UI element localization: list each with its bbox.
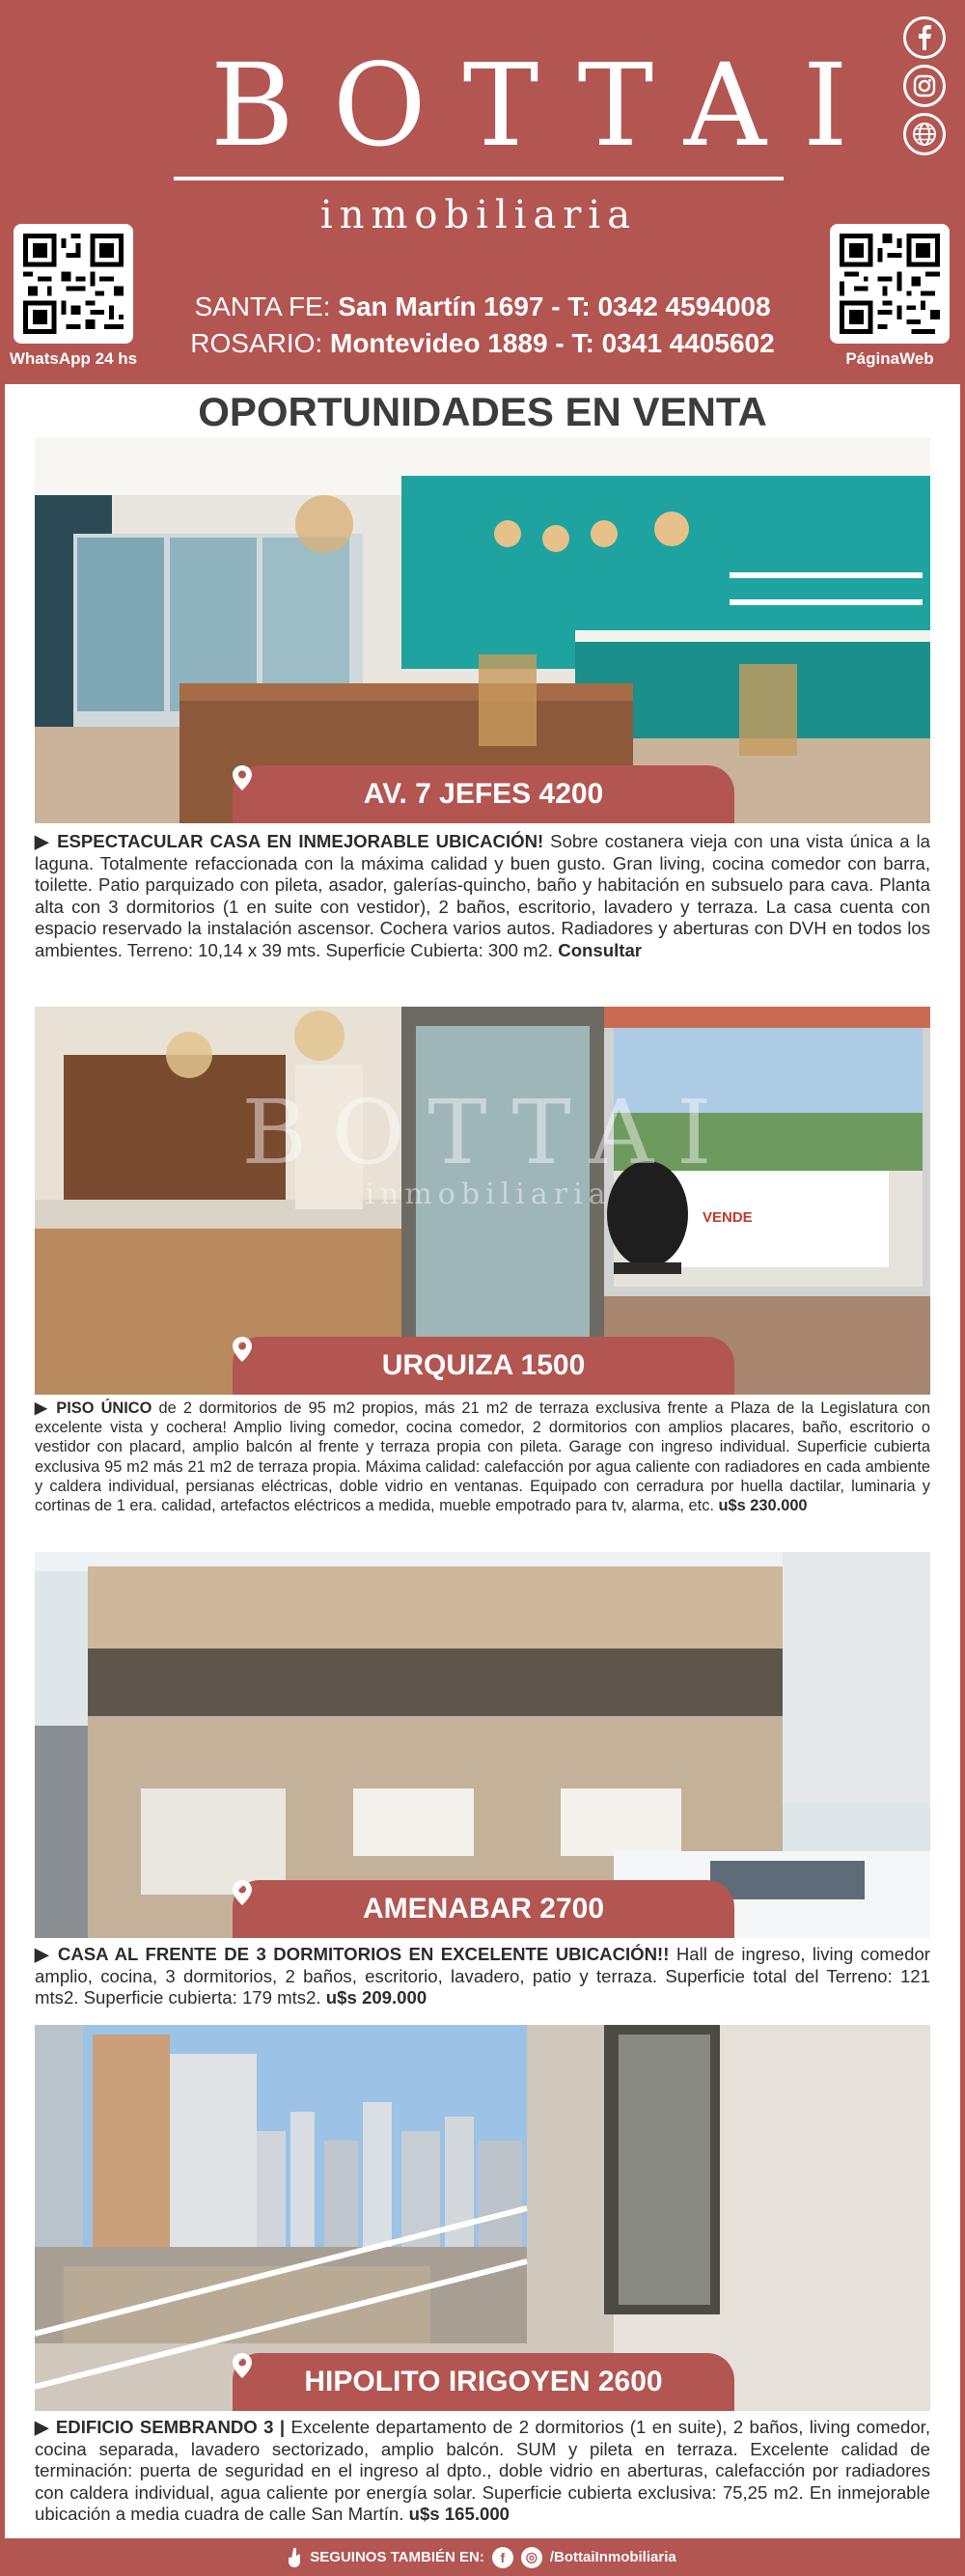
listing-photo-3	[35, 1552, 930, 1938]
brand-logo: BOTTAI	[210, 39, 885, 172]
listing-body-4: Excelente departamento de 2 dormitorios (1 en suite), 2 baños, living comedor, cocina separada, lavadero sectorizado, amplio balcón. SUM y pileta en terraza. Excelente calidad de terminación: puerta de seguridad en el ingreso al dpto., doble vidrio en aberturas, calefacción por radiadores con caldera individual, agua caliente por energía solar. Superficie cubierta exclusiva: 75,25 m2. En inmejorable ubicación a media cuadra de calle San Martín.	[35, 2417, 930, 2525]
listing-address-4	[233, 2353, 734, 2411]
location-pin-icon	[233, 1337, 252, 1362]
listing-address-text-2: URQUIZA 1500	[381, 1349, 586, 1381]
listing-description-4	[35, 2417, 930, 2526]
footer-facebook-icon[interactable]: f	[492, 2547, 513, 2568]
listing-description-2	[35, 1399, 930, 1515]
footer-label: SEGUINOS TAMBIÉN EN:	[310, 2549, 484, 2565]
listing-photo-4	[35, 2025, 930, 2411]
watermark-subtitle: inmobiliaria	[365, 1177, 612, 1211]
for-sale-sign: VENDE	[703, 1209, 753, 1226]
listing-photo-1	[35, 437, 930, 823]
listing-address-2	[233, 1337, 734, 1395]
hand-pointer-icon	[289, 2548, 302, 2567]
footer	[0, 2538, 965, 2576]
listing-lead-4: ▶ EDIFICIO SEMBRANDO 3 |	[35, 2417, 286, 2437]
listing-description-1	[35, 831, 930, 962]
rosario-address: Montevideo 1889 - T: 0341 4405602	[330, 328, 775, 358]
bottai-watermark	[237, 1081, 739, 1211]
rosario-office	[164, 328, 801, 359]
watermark-brand: BOTTAI	[241, 1081, 735, 1184]
listing-body-3: Hall de ingreso, living comedor amplio, cocina, 3 dormitorios, 2 baños, escritorio, lavadero, patio y terraza. Superficie total del Terreno: 121 mts2. Superficie cubierta: 179 mts2.	[35, 1944, 930, 2008]
santa-fe-label: SANTA FE:	[194, 291, 331, 321]
listing-address-text-1: AV. 7 JEFES 4200	[363, 778, 604, 810]
whatsapp-caption: WhatsApp 24 hs	[9, 349, 138, 368]
listing-price-4: u$s 165.000	[408, 2504, 510, 2525]
header	[0, 0, 965, 384]
rosario-label: ROSARIO:	[190, 328, 323, 358]
listing-body-2: de 2 dormitorios de 95 m2 propios, más 21 m2 de terraza exclusiva frente a Plaza de la Legislatura con excelente vista y cochera! Amplio living comedor, cocina comedor, 2 dormitorios con amplios placares, baño, escritorio o vestidor con placard, amplio balcón al frente y terraza propia con pileta. Garage con ingreso individual. Superficie cubierta exclusiva 95 m2 más 21 m2 de terraza propia. Máxima calidad: calefacción por agua caliente con radiadores en cada ambiente y caldera individual, persianas eléctricas, doble vidrio en ventanas. Equipado con cerradura por huella dactilar, luminaria y cortinas de 1 era. calidad, artefactos eléctricos a medida, mueble empotrado para tv, alarma, etc.	[35, 1399, 930, 1515]
listing-address-text-3: AMENABAR 2700	[362, 1893, 605, 1925]
brand-divider	[174, 177, 784, 180]
listing-address-1	[233, 765, 734, 823]
listing-description-3	[35, 1944, 930, 2009]
listing-price-3: u$s 209.000	[325, 1987, 427, 2008]
page-title: OPORTUNIDADES EN VENTA	[198, 389, 767, 434]
instagram-icon[interactable]	[903, 65, 946, 107]
santa-fe-address: San Martín 1697 - T: 0342 4594008	[338, 291, 771, 321]
brand-subtitle: inmobiliaria	[319, 193, 638, 237]
footer-handle[interactable]: /BottaiInmobiliaria	[549, 2549, 676, 2565]
listing-price-1: Consultar	[558, 939, 643, 960]
listing-price-2: u$s 230.000	[718, 1497, 808, 1515]
listing-lead-1: ▶ ESPECTACULAR CASA EN INMEJORABLE UBICACIÓN!	[35, 831, 544, 851]
footer-instagram-icon[interactable]: ◎	[521, 2547, 542, 2568]
website-qr-code[interactable]	[830, 224, 950, 344]
listings-panel	[5, 384, 960, 2538]
facebook-icon[interactable]	[903, 16, 946, 59]
listing-body-1: Sobre costanera vieja con una vista única a la laguna. Totalmente refaccionada con la máxima calidad y buen gusto. Gran living, cocina comedor con barra, toilette. Patio parquizado con pileta, asador, galerías-quincho, baño y habitación en subsuelo para cava. Planta alta con 3 dormitorios (1 en suite con vestidor), 2 baños, escritorio, lavadero y terraza. La casa cuenta con espacio reservado la instalación ascensor. Cochera varios autos. Radiadores y aberturas con DVH en todos los ambientes. Terreno: 10,14 x 39 mts. Superficie Cubierta: 300 m2.	[35, 831, 930, 960]
location-pin-icon	[233, 2353, 252, 2378]
listing-lead-3: ▶ CASA AL FRENTE DE 3 DORMITORIOS EN EXCELENTE UBICACIÓN!!	[35, 1944, 670, 1964]
listing-lead-2: ▶ PISO ÚNICO	[35, 1399, 152, 1417]
whatsapp-qr-code[interactable]	[14, 224, 133, 344]
web-globe-icon[interactable]	[903, 113, 946, 155]
listing-photo-2	[35, 1007, 930, 1395]
listing-address-text-4: HIPOLITO IRIGOYEN 2600	[304, 2366, 663, 2397]
listing-address-3	[233, 1880, 734, 1938]
location-pin-icon	[233, 765, 252, 790]
santa-fe-office	[164, 291, 801, 322]
location-pin-icon	[233, 1880, 252, 1905]
website-caption: PáginaWeb	[845, 349, 934, 368]
